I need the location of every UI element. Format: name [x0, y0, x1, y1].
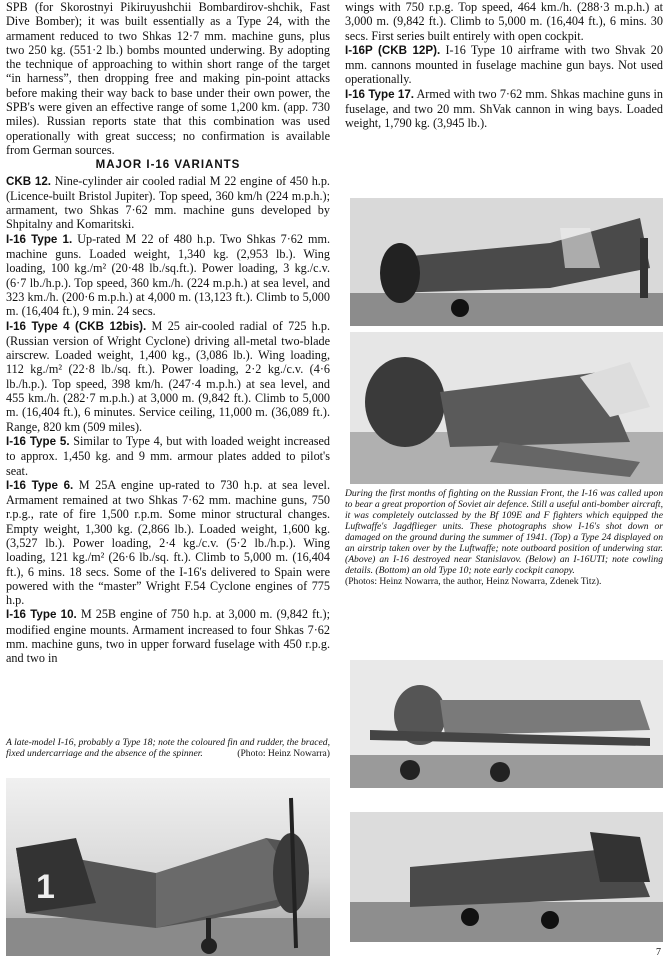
left-photo-credit: (Photo: Heinz Nowarra): [237, 748, 330, 759]
variant-name: I-16P (CKB 12P).: [345, 43, 441, 57]
variant-name: I-16 Type 5.: [6, 434, 70, 448]
variant-text: I-16 Type 10 airframe with two Shvak 20 mm. cannons mounted in fuselage machine gun bays. Not used operationally.: [345, 42, 663, 87]
section-heading: MAJOR I-16 VARIANTS: [95, 159, 241, 172]
variant-name: I-16 Type 10.: [6, 608, 77, 622]
right-variant-list: [345, 43, 663, 131]
page-number: 7: [656, 947, 661, 958]
variant-name: CKB 12.: [6, 174, 52, 188]
variant-entry: [6, 232, 330, 319]
photo-old-type10: [350, 812, 663, 942]
left-photo-caption: A late-model I-16, probably a Type 18; note the coloured fin and rudder, the braced, fixed undercarriage and the absence of the spinner. (Photo: Heinz Nowarra): [6, 737, 330, 759]
variant-name: I-16 Type 1.: [6, 232, 73, 246]
variant-entry: [6, 434, 330, 478]
variant-name: I-16 Type 17.: [345, 87, 414, 101]
variant-entry: [6, 174, 330, 232]
continuation-paragraph: wings with 750 r.p.g. Top speed, 464 km./h. (288·3 m.p.h.) at 3,000 m. (9,842 ft.). Climb to 5,000 m. (16,404 ft.), 6 mins. 30 secs. First series built entirely with open cockpit.: [345, 0, 663, 43]
variant-text: Armed with two 7·62 mm. Shkas machine guns in fuselage, and two 20 mm. ShVak cannon in wing bays. Loaded weight, 1,790 kg. (3,945 lb.).: [345, 86, 663, 131]
right-photos-caption: During the first months of fighting on the Russian Front, the I-16 was called upon to bear a great proportion of Soviet air defence. Still a useful anti-bomber aircraft, it was completely outclassed by the Bf 109E and F fighters which equipped the Luftwaffe's Jagdflieger units. These photographs show I-16's shot down or damaged on the ground during the summer of 1941. (Top) a Type 24 displayed on an airstrip taken over by the Luftwaffe; note outboard position of underwing star. (Above) an I-16 destroyed near Stanislavov. (Below) an I-16UTI; note cowling details. (Bottom) an old Type 10; note early cockpit canopy. (Photos: Heinz Nowarra, the author, Heinz Nowarra, Zdenek Titz).: [345, 488, 663, 587]
variant-text: M 25A engine up-rated to 730 h.p. at sea level. Armament remained at two Shkas 7·62 mm. machine guns, 750 r.p.g., rate of fire 1,500 r.p.m. Some minor structural changes. Empty weight, 1,300 kg. (2,866 lb.). Loaded weight, 1,600 kg. (3,527 lb.). Power loading, 2·4 kg./c.v. (5·2 lb./h.p.). Wing loading, 121 kg./m² (26·6 lb./sq. ft.). Climb to 5,000 m. (16,404 ft.), 6 mins. 18 secs. Some of the I-16's delivered to Spain were powered with the “master” Wright F.54 Cyclone engines of 775 h.p.: [6, 477, 330, 608]
variant-entry: [345, 87, 663, 131]
aircraft-photo-icon: [6, 778, 330, 956]
variant-entry: [6, 478, 330, 608]
variant-name: I-16 Type 4 (CKB 12bis).: [6, 319, 147, 333]
variant-text: M 25B engine of 750 h.p. at 3,000 m. (9,842 ft.); modified engine mounts. Armament increased to four Shkas 7·62 mm. machine guns, two in upper forward fuselage with 450 r.p.g. and two in: [6, 607, 330, 666]
variant-text: M 25 air-cooled radial of 725 h.p. (Russian version of Wright Cyclone) driving all-metal two-blade airscrew. Loaded weight, 1,400 kg., (3,086 lb.). Wing loading, 112 kg./m² (22·8 lb./sq. ft.). Power loading, 2·2 kg./c.v. (4·6 lb./h.p.). Top speed, 398 km/h. (247·4 m.p.h.) at sea level, and 455 km./h. (282·7 m.p.h.) at 3,000 m. (9,842 ft.). Climb to 5,000 m. (16,404 ft.), 6 minutes. Service ceiling, 11,000 m. (36,089 ft.). Range, 820 km (509 miles).: [6, 318, 331, 434]
variant-text: Nine-cylinder air cooled radial M 22 engine of 450 h.p. (Licence-built Bristol Jupiter). Top speed, 360 km/h (224 m.p.h.); armament, two Shkas 7·62 mm. machine guns developed by Shpitalny and Komaritski.: [6, 173, 330, 232]
variant-text: Up-rated M 22 of 480 h.p. Two Shkas 7·62 mm. machine guns. Loaded weight, 1,340 kg. (2,953 lb.). Wing loading, 100 kg./m² (20·48 lb./sq.ft.). Power loading, 3 kg./c.v. (6·7 lb./h.p.). Top speed, 360 km./h. (224 m.p.h.) at sea level, and 323 km./h. (200·6 m.p.h.) at 4,000 m. (13,123 ft.). Climb to 5,000 m. (16,404 ft.), 9 min. 24 secs.: [6, 231, 330, 319]
fin-number: 1: [36, 868, 55, 906]
variant-name: I-16 Type 6.: [6, 478, 74, 492]
variant-list: [6, 174, 330, 666]
variant-entry: [6, 319, 330, 434]
photo-late-model-i16: [6, 778, 330, 956]
photo-i16uti: [350, 660, 663, 788]
variant-entry: [345, 43, 663, 87]
intro-paragraph: SPB (for Skorostnyi Pikiruyushchii Bombardirov-shchik, Fast Dive Bomber); it was built essentially as a Type 24, with the armament reduced to two Shkas 12·7 mm. machine guns, plus two 250 kg. (551·2 lb.) bombs mounted underwing. By adopting the technique of approaching to within short range of the target “in harness”, then dropping free and making pin-point attacks before making their way back to base under their own power, the SPB's were given an effective range of some 1,200 km. (app. 730 miles). Russian reports state that this combination was used operationally with great success; no confirmation is available from German sources.: [6, 0, 330, 157]
right-column: [345, 0, 663, 131]
right-photos-credit: (Photos: Heinz Nowarra, the author, Heinz Nowarra, Zdenek Titz).: [345, 576, 602, 587]
variant-entry: [6, 607, 330, 665]
left-column: [6, 0, 330, 666]
variant-text: Similar to Type 4, but with loaded weight increased to approx. 1,450 kg. and 9 mm. armour plates added to pilot's seat.: [6, 433, 330, 478]
photo-type24-airstrip: [350, 198, 663, 326]
photo-destroyed-stanislavov: [350, 332, 663, 484]
